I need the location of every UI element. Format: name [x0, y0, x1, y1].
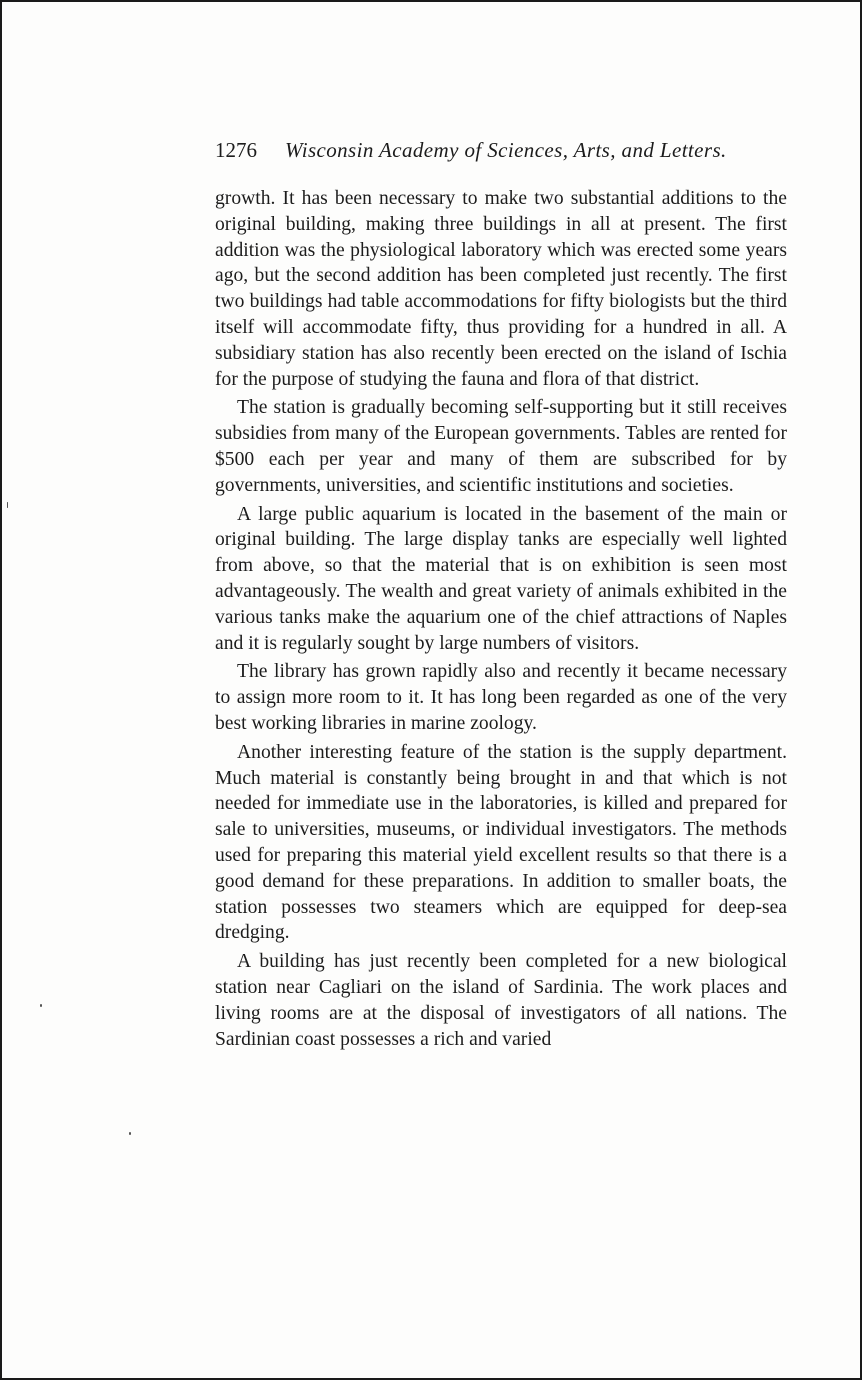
paragraph-continued: growth. It has been necessary to make two substantial additions to the original building, making three buildings in all at present. The first addition was the physiological laboratory which was erected some years ago, but the second addition has been completed just recently. The first two buildings had table accommodations for fifty biologists but the third itself will accommodate fifty, thus providing for a hundred in all. A subsidiary station has also recently been erected on the island of Ischia for the purpose of studying the fauna and flora of that district. — [215, 188, 787, 390]
paragraph-station-funding: The station is gradually becoming self-supporting but it still receives subsidies from many of the European governments. Tables are rented for $500 each per year and many of them are subscribed for by governments, universities, and scientific institutions and societies. — [215, 397, 787, 496]
paragraph-supply-department: Another interesting feature of the station is the supply department. Much material is constantly being brought in and that which is not needed for immediate use in the laboratories, is killed and prepared for sale to universities, museums, or individual investigators. The methods used for preparing this material yield excellent results so that there is a good demand for these preparations. In addition to smaller boats, the station possesses two steamers which are equipped for deep-sea dredging. — [215, 741, 787, 944]
page-header — [215, 138, 787, 163]
body-text — [215, 186, 787, 1055]
scan-speck — [40, 1004, 42, 1007]
paragraph-sardinia-station: A building has just recently been completed for a new biological station near Cagliari on the island of Sardinia. The work places and living rooms are at the disposal of investigators of all nations. The Sardinian coast possesses a rich and varied — [215, 951, 787, 1050]
running-title: Wisconsin Academy of Sciences, Arts, and Letters. — [285, 138, 727, 162]
scan-speck — [129, 1132, 131, 1135]
page-number: 1276 — [215, 138, 257, 162]
paragraph-library: The library has grown rapidly also and recently it became necessary to assign more room to it. It has long been regarded as one of the very best working libraries in marine zoology. — [215, 661, 787, 734]
paragraph-aquarium: A large public aquarium is located in the basement of the main or original building. The large display tanks are especially well lighted from above, so that the material that is on exhibition is seen most advantageously. The wealth and great variety of animals exhibited in the various tanks make the aquarium one of the chief attractions of Naples and it is regularly sought by large numbers of visitors. — [215, 503, 787, 654]
scan-speck — [7, 502, 8, 508]
